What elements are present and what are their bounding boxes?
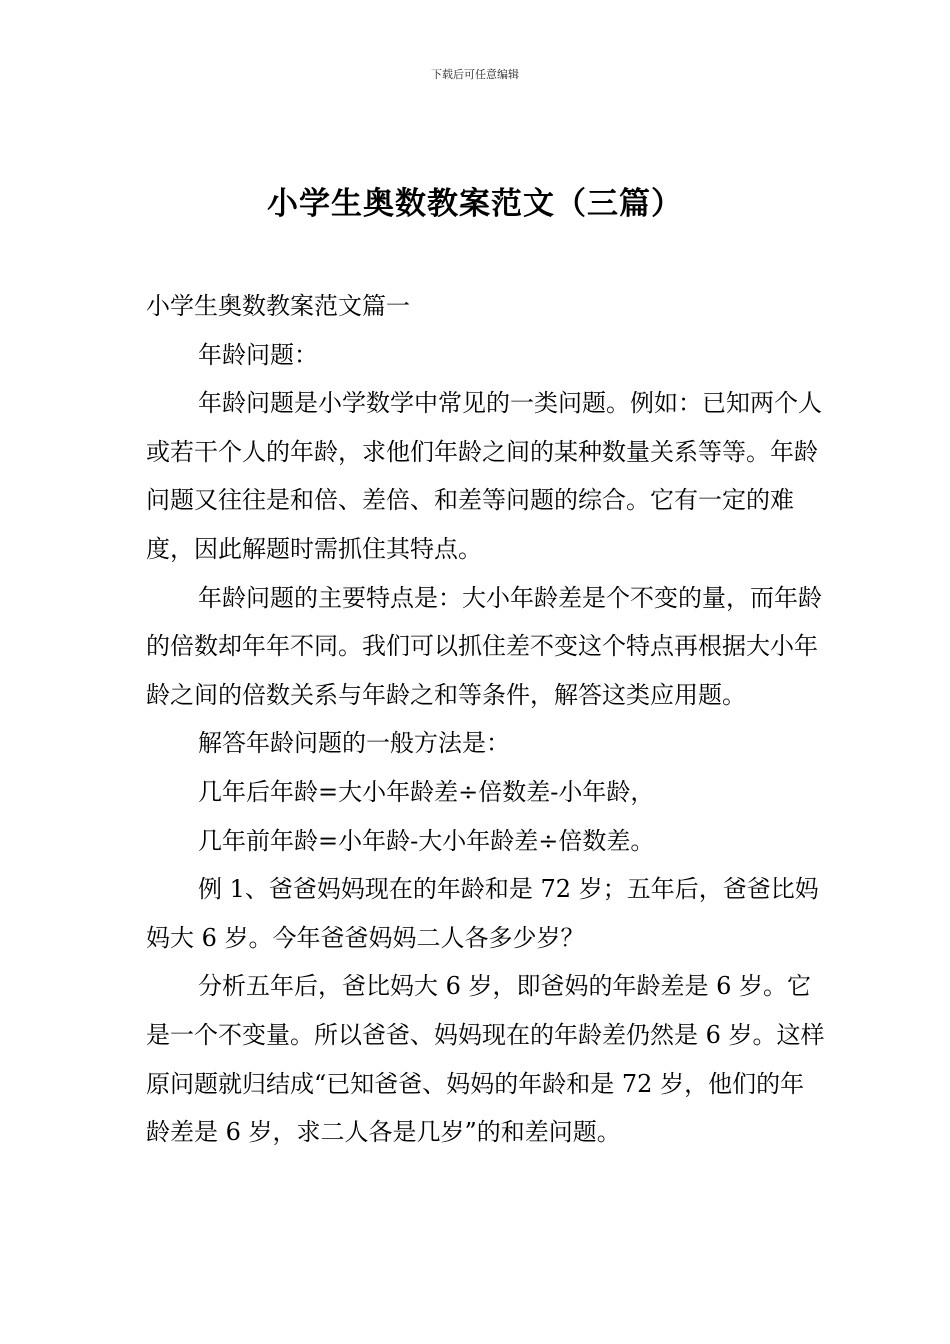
example-1-analysis: 分析五年后，爸比妈大 6 岁，即爸妈的年龄差是 6 岁。它是一个不变量。所以爸爸、妈妈现在的年龄差仍然是 6 岁。这样原问题就归结成“已知爸爸、妈妈的年龄和是 72 岁，他们的年龄差是 6 岁，求二人各是几岁”的和差问题。	[146, 972, 825, 1147]
paragraph-intro: 年龄问题是小学数学中常见的一类问题。例如：已知两个人或若干个人的年龄，求他们年龄之间的某种数量关系等等。年龄问题又往往是和倍、差倍、和差等问题的综合。它有一定的难度，因此解题时需抓住其特点。	[146, 389, 822, 563]
paragraph-topic: 年龄问题：	[198, 340, 318, 369]
header-note: 下载后可任意编辑	[431, 68, 519, 81]
formula-past-age: 几年前年龄=小年龄-大小年龄差÷倍数差。	[198, 826, 655, 855]
section-heading: 小学生奥数教案范文篇一	[146, 292, 410, 320]
paragraph-features: 年龄问题的主要特点是：大小年龄差是个不变的量，而年龄的倍数却年年不同。我们可以抓住差不变这个特点再根据大小年龄之间的倍数关系与年龄之和等条件，解答这类应用题。	[146, 583, 822, 709]
document-title: 小学生奥数教案范文（三篇）	[267, 186, 683, 222]
example-1: 例 1、爸爸妈妈现在的年龄和是 72 岁；五年后，爸爸比妈妈大 6 岁。今年爸爸妈妈二人各多少岁？	[146, 875, 819, 952]
formula-future-age: 几年后年龄=大小年龄差÷倍数差-小年龄，	[198, 777, 655, 806]
paragraph-method: 解答年龄问题的一般方法是：	[198, 729, 510, 758]
document-body	[146, 282, 826, 1157]
